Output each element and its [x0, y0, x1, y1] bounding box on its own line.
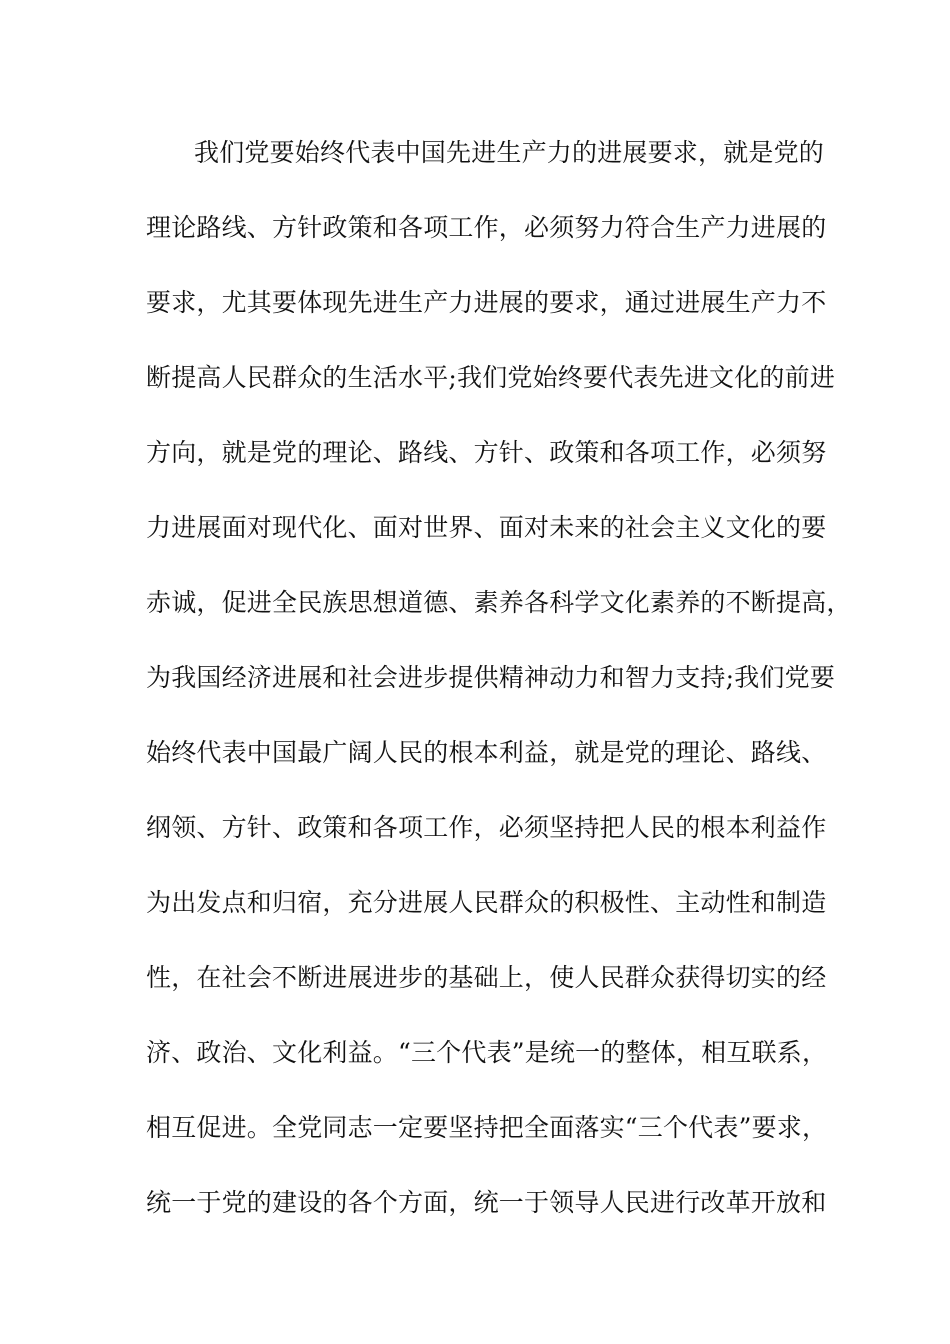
text-line: 纲领、方针、政策和各项工作，必须坚持把人民的根本利益作 [146, 813, 827, 842]
text-line: 断提高人民群众的生活水平;我们党始终要代表先进文化的前进 [146, 363, 836, 392]
text-line: 力进展面对现代化、面对世界、面对未来的社会主义文化的要 [146, 513, 827, 542]
text-line: 理论路线、方针政策和各项工作，必须努力符合生产力进展的 [146, 213, 827, 242]
text-line: 相互促进。全党同志一定要坚持把全面落实“三个代表”要求， [146, 1113, 828, 1142]
text-line: 始终代表中国最广阔人民的根本利益，就是党的理论、路线、 [146, 738, 827, 767]
text-line: 要求，尤其要体现先进生产力进展的要求，通过进展生产力不 [146, 288, 827, 317]
text-line: 统一于党的建设的各个方面，统一于领导人民进行改革开放和 [146, 1188, 827, 1217]
text-line: 济、政治、文化利益。“三个代表”是统一的整体，相互联系， [146, 1038, 828, 1067]
text-line: 性，在社会不断进展进步的基础上，使人民群众获得切实的经 [146, 963, 827, 992]
text-line: 为出发点和归宿，充分进展人民群众的积极性、主动性和制造 [146, 888, 827, 917]
text-line: 方向，就是党的理论、路线、方针、政策和各项工作，必须努 [146, 438, 827, 467]
paragraph [146, 133, 852, 1258]
text-line: 为我国经济进展和社会进步提供精神动力和智力支持;我们党要 [146, 663, 836, 692]
text-line: 赤诚，促进全民族思想道德、素养各科学文化素养的不断提高， [146, 588, 852, 617]
text-line: 我们党要始终代表中国先进生产力的进展要求，就是党的 [194, 138, 825, 167]
